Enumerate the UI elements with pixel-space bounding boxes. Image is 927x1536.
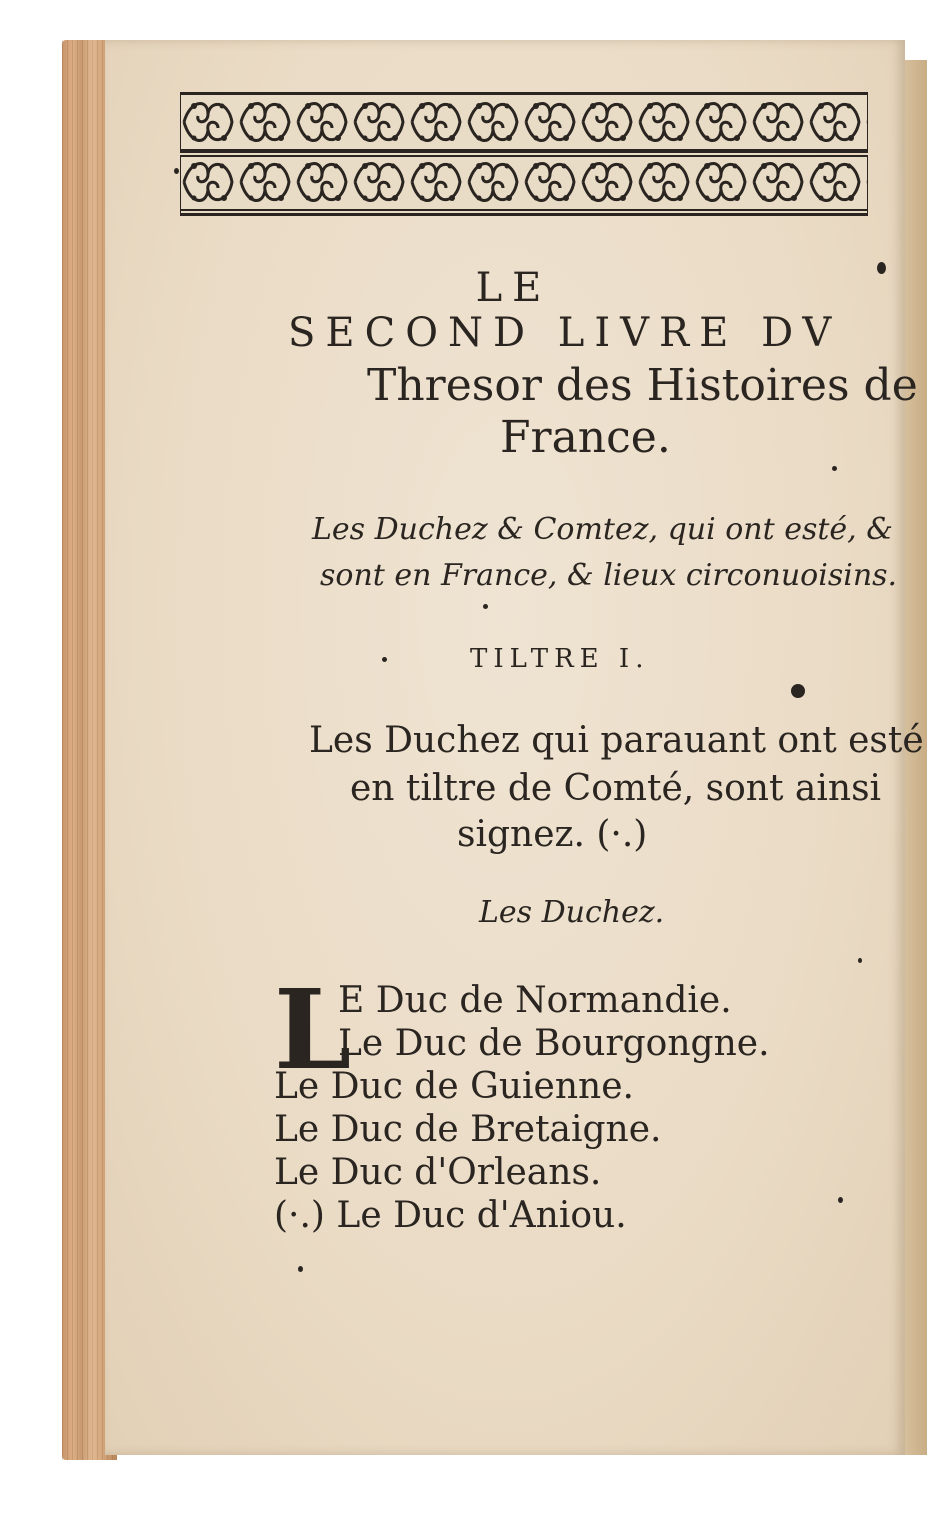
ink-speck: [174, 168, 179, 174]
heading-line-1: LE: [475, 265, 552, 311]
list-item: Le Duc d'Orleans.: [274, 1152, 602, 1193]
section-label: TILTRE I.: [470, 644, 650, 674]
list-item: Le Duc de Bourgongne.: [338, 1023, 770, 1064]
list-heading: Les Duchez.: [479, 895, 665, 930]
subtitle-line-2: sont en France, & lieux circonuoisins.: [320, 558, 898, 593]
paragraph-line-3: signez. (·.): [457, 814, 648, 855]
ink-speck: [832, 466, 837, 471]
heading-line-3: Thresor des Histoires de: [367, 360, 918, 411]
list-item: Le Duc de Guienne.: [274, 1066, 634, 1107]
drop-cap: L: [274, 965, 352, 1094]
ink-speck: [382, 657, 387, 662]
ink-speck: [838, 1197, 843, 1203]
list-item: (·.) Le Duc d'Aniou.: [274, 1195, 627, 1236]
ink-speck: [483, 604, 488, 609]
ornamental-headpiece: [180, 92, 868, 216]
ink-speck: [858, 958, 862, 963]
subtitle-line-1: Les Duchez & Comtez, qui ont esté, &: [312, 512, 893, 547]
list-item: Le Duc de Bretaigne.: [274, 1109, 662, 1150]
ink-speck: [791, 684, 805, 698]
headpiece-ornament-icon: [180, 92, 868, 216]
heading-line-4: France.: [500, 412, 671, 463]
list-item: E Duc de Normandie.: [338, 980, 732, 1021]
paragraph-line-2: en tiltre de Comté, sont ainsi: [350, 768, 882, 809]
ink-speck: [877, 262, 886, 274]
heading-line-2: SECOND LIVRE DV: [288, 310, 842, 356]
paragraph-line-1: Les Duchez qui parauant ont esté: [309, 720, 924, 761]
ink-speck: [298, 1266, 303, 1272]
